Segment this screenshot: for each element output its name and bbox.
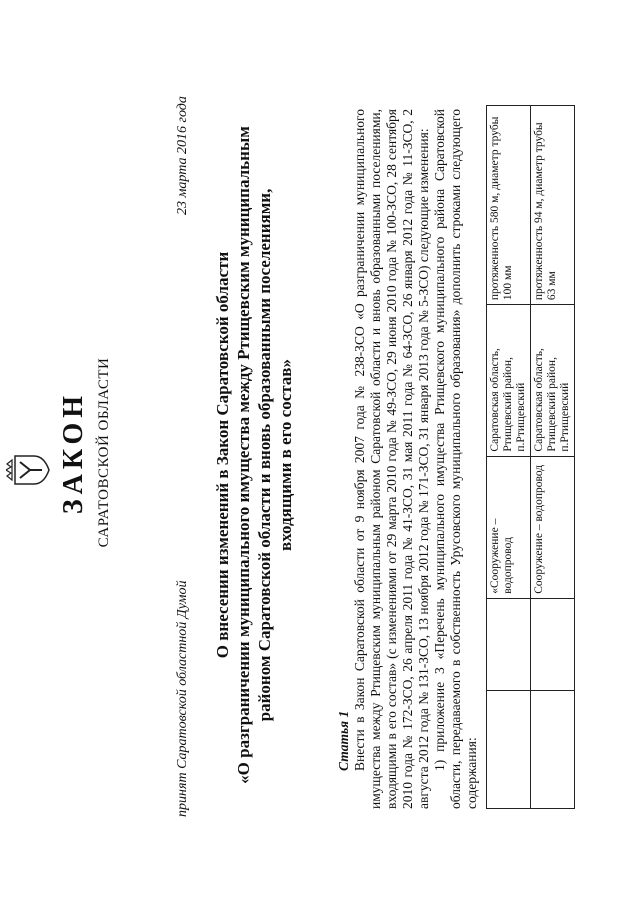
table-cell-name: Сооружение – водопровод	[531, 456, 575, 598]
article-heading: Статья 1	[336, 710, 351, 771]
title-line: входящими в его состав»	[276, 359, 295, 551]
property-table	[486, 105, 575, 809]
law-title	[212, 105, 296, 805]
law-body	[336, 109, 480, 809]
table-cell	[531, 598, 575, 690]
table-cell-name: «Сооружение – водопровод	[487, 456, 531, 598]
title-line: районом Саратовской области и вновь образованными поселениями,	[255, 188, 274, 722]
table-cell	[487, 691, 531, 809]
table-cell-spec: протяженность 580 м, диаметр трубы 100 мм	[487, 106, 531, 305]
law-heading: ЗАКОН	[58, 390, 89, 515]
title-line: О внесении изменений в Закон Саратовской области	[213, 251, 232, 659]
paragraph-amendments: Внести в Закон Саратовской области от 9 ноября 2007 года № 238-ЗСО «О разграничении муниципального имущества между Ртищевским муниципальным районом Саратовской области и вновь образованными поселениями, входящими в его состав» (с изменениями от 29 марта 2010 года № 49-ЗСО, 29 июня 2010 года № 100-ЗСО, 28 сентября 2010 года № 172-ЗСО, 26 апреля 2011 года № 41-ЗСО, 31 мая 2011 года № 64-ЗСО, 26 января 2012 года № 11-ЗСО, 2 августа 2012 года № 131-ЗСО, 13 ноября 2012 года № 171-ЗСО, 31 января 2013 года № 5-ЗСО) следующие изменения:	[352, 109, 431, 809]
region-heading: САРАТОВСКОЙ ОБЛАСТИ	[96, 357, 112, 548]
adopted-by: принят Саратовской областной Думой	[175, 580, 190, 817]
title-line: «О разграничении муниципального имущества между Ртищевским муниципальным	[234, 126, 253, 784]
table-row	[487, 106, 531, 809]
table-cell	[487, 598, 531, 690]
table-row	[531, 106, 575, 809]
coat-of-arms-icon	[6, 450, 50, 490]
table-cell-spec: протяженность 94 м, диаметр трубы 63 мм	[531, 106, 575, 305]
adoption-date: 23 марта 2016 года	[175, 96, 190, 215]
table-cell-address: Саратовская область, Ртищевский район, п.Ртищевский	[487, 305, 531, 456]
table-cell-address: Саратовская область, Ртищевский район, п.Ртищевский	[531, 305, 575, 456]
paragraph-appendix: 1) приложение 3 «Перечень муниципального имущества Ртищевского муниципального района Саратовской области, передаваемого в собственность Урусовского муниципального образования» дополнить строками следующего содержания:	[432, 109, 479, 809]
table-cell	[531, 691, 575, 809]
